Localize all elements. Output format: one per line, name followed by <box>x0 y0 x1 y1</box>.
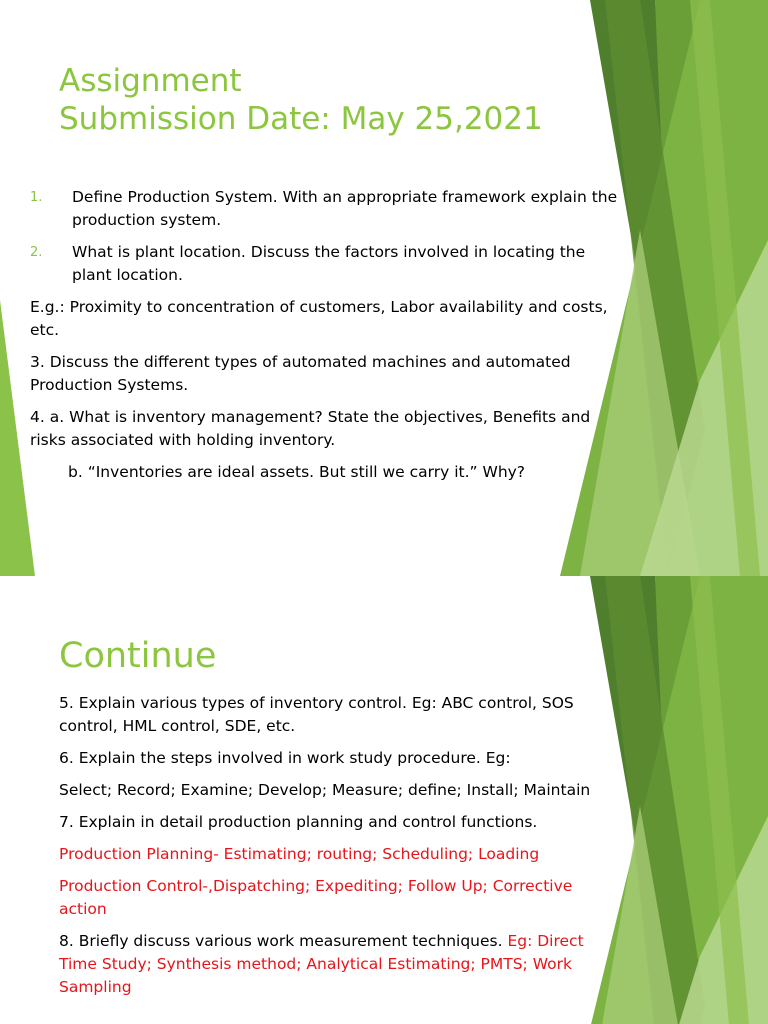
question-4b: b. “Inventories are ideal assets. But still we carry it.” Why? <box>68 463 526 481</box>
list-item-text: Define Production System. With an appropriate framework explain the production system. <box>72 188 618 229</box>
question-6: 6. Explain the steps involved in work study procedure. Eg: <box>59 749 511 767</box>
question-7: 7. Explain in detail production planning and control functions. <box>59 813 538 831</box>
slide-2-body <box>59 692 619 1008</box>
question-8-examples: Eg: Direct Time Study; Synthesis method; Analytical Estimating; PMTS; Work Sampling <box>59 932 584 996</box>
title-line-1: Assignment <box>59 63 242 99</box>
question-5: 5. Explain various types of inventory control. Eg: ABC control, SOS control, HML control, SDE, etc. <box>59 694 574 735</box>
list-number: 2. <box>30 245 43 260</box>
list-item <box>30 241 620 287</box>
work-study-steps: Select; Record; Examine; Develop; Measure; define; Install; Maintain <box>59 781 591 799</box>
list-item-text: What is plant location. Discuss the factors involved in locating the plant location. <box>72 243 586 284</box>
question-4a: 4. a. What is inventory management? State the objectives, Benefits and risks associated with holding inventory. <box>30 408 591 449</box>
question-8 <box>59 930 619 999</box>
question-8-text: 8. Briefly discuss various work measurement techniques. <box>59 932 508 950</box>
title-line-2: Submission Date: May 25,2021 <box>59 101 543 137</box>
question-3: 3. Discuss the different types of automated machines and automated Production Systems. <box>30 353 571 394</box>
continue-title: Continue <box>59 636 217 676</box>
assignment-title <box>59 62 543 138</box>
list-number: 1. <box>30 190 43 205</box>
production-control-line: Production Control-,Dispatching; Expediting; Follow Up; Corrective action <box>59 877 573 918</box>
production-planning-line: Production Planning- Estimating; routing; Scheduling; Loading <box>59 845 540 863</box>
slide-2 <box>0 576 768 1024</box>
slide-1-body <box>30 186 620 493</box>
list-item <box>30 186 620 232</box>
example-paragraph: E.g.: Proximity to concentration of customers, Labor availability and costs, etc. <box>30 298 608 339</box>
